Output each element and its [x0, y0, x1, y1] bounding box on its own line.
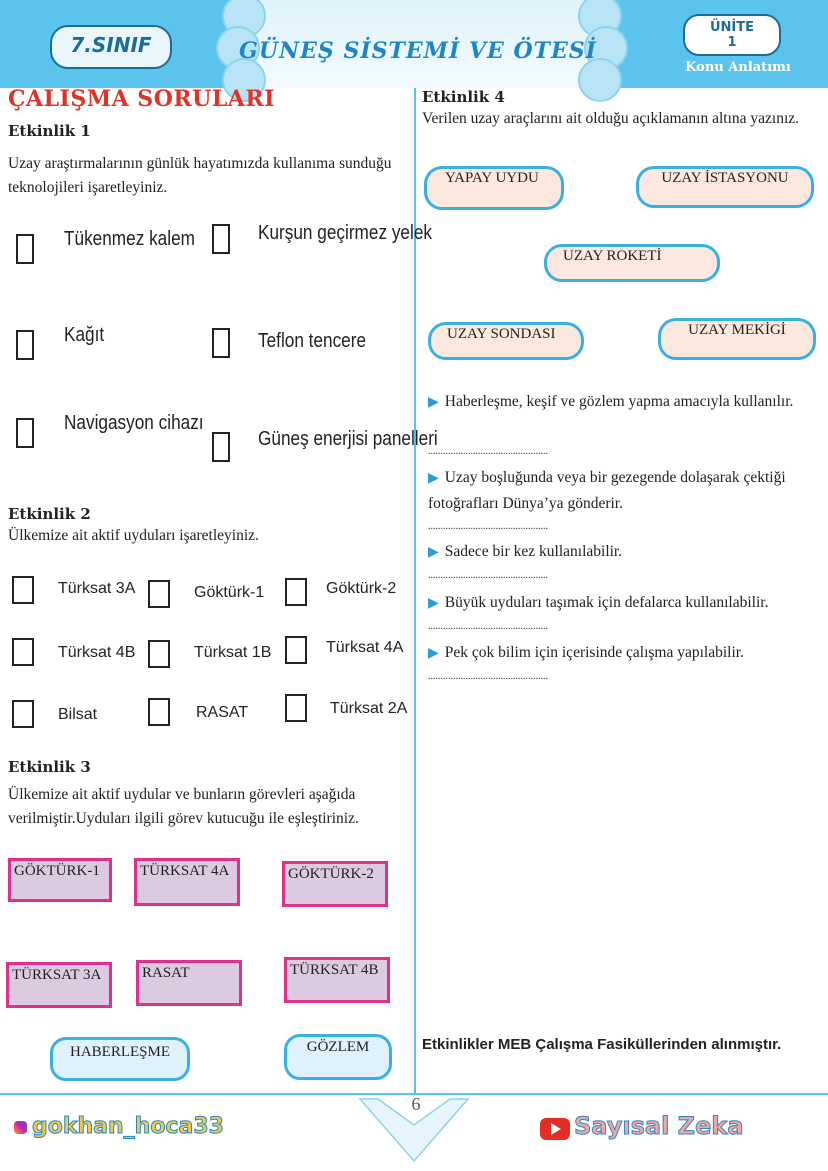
task-box-haberlesme[interactable]: HABERLEŞME [50, 1037, 190, 1081]
source-credit: Etkinlikler MEB Çalışma Fasiküllerinden alınmıştır. [422, 1036, 782, 1053]
activity3-instruction: Ülkemize ait aktif uydular ve bunların görevleri aşağıda verilmiştir.Uyduları ilgili görev kutucuğu ile eşleştiriniz. [8, 786, 359, 827]
unit-badge [683, 14, 781, 56]
option-label: Türksat 4A [326, 639, 404, 656]
answer-line[interactable]: ................................................ [428, 446, 548, 457]
arrow-bullet-icon: ▶ [428, 471, 439, 486]
checkbox[interactable] [212, 224, 230, 254]
checkbox[interactable] [148, 698, 170, 726]
section-label: Konu Anlatımı [685, 60, 791, 75]
worksheet-title: ÇALIŞMA SORULARI [8, 86, 275, 112]
page-number: 6 [411, 1094, 421, 1114]
checkbox[interactable] [16, 418, 34, 448]
checkbox[interactable] [148, 640, 170, 668]
statement-item [428, 465, 820, 516]
instagram-handle[interactable]: gokhan_hoca33 [32, 1114, 224, 1139]
statement-item [428, 640, 820, 666]
activity3-title: Etkinlik 3 [8, 758, 91, 776]
statement-text: Sadece bir kez kullanılabilir. [444, 543, 623, 560]
option-label: Türksat 2A [330, 700, 408, 717]
option-label: Güneş enerjisi panelleri [258, 428, 438, 450]
option-label: Göktürk-1 [194, 584, 265, 601]
option-label: Navigasyon cihazı [64, 412, 204, 434]
activity4-instruction: Verilen uzay araçlarını ait olduğu açıklamanın altına yazınız. [422, 110, 800, 127]
option-label: Teflon tencere [258, 330, 367, 352]
statement-text: Haberleşme, keşif ve gözlem yapma amacıyla kullanılır. [444, 393, 794, 410]
arrow-bullet-icon: ▶ [428, 596, 439, 611]
option-label: Kurşun geçirmez yelek [258, 222, 432, 244]
activity2-title: Etkinlik 2 [8, 505, 91, 523]
checkbox[interactable] [148, 580, 170, 608]
decorative-bubble [578, 58, 622, 102]
checkbox[interactable] [212, 328, 230, 358]
checkbox[interactable] [285, 578, 307, 606]
option-label: Türksat 1B [194, 644, 272, 661]
option-label: Türksat 3A [58, 580, 136, 597]
satellite-box[interactable]: GÖKTÜRK-1 [8, 858, 112, 902]
statement-item [428, 590, 820, 616]
satellite-box[interactable]: TÜRKSAT 3A [6, 962, 112, 1008]
answer-line[interactable]: ................................................ [428, 570, 548, 581]
vehicle-yapay-uydu[interactable]: YAPAY UYDU [424, 166, 564, 210]
unit-label: ÜNİTE [709, 20, 755, 35]
option-label: Türksat 4B [58, 644, 136, 661]
satellite-box[interactable]: GÖKTÜRK-2 [282, 861, 388, 907]
arrow-bullet-icon: ▶ [428, 395, 439, 410]
activity2-instruction: Ülkemize ait aktif uyduları işaretleyiniz. [8, 527, 259, 544]
answer-line[interactable]: ................................................ [428, 621, 548, 632]
page-title: GÜNEŞ SİSTEMİ VE ÖTESİ [239, 38, 597, 64]
checkbox[interactable] [16, 234, 34, 264]
checkbox[interactable] [16, 330, 34, 360]
checkbox[interactable] [12, 700, 34, 728]
vehicle-uzay-roketi[interactable]: UZAY ROKETİ [544, 244, 720, 282]
vehicle-uzay-istasyonu[interactable]: UZAY İSTASYONU [636, 166, 814, 208]
statement-item [428, 389, 820, 415]
statement-text: Uzay boşluğunda veya bir gezegende dolaşarak çektiği fotoğrafları Dünya’ya gönderir. [428, 469, 786, 512]
arrow-bullet-icon: ▶ [428, 646, 439, 661]
checkbox[interactable] [212, 432, 230, 462]
statement-item [428, 539, 820, 565]
activity1-instruction: Uzay araştırmalarının günlük hayatımızda kullanıma sunduğu teknolojileri işaretleyiniz. [8, 155, 392, 196]
checkbox[interactable] [12, 638, 34, 666]
activity4-title: Etkinlik 4 [422, 88, 505, 106]
option-label: Kağıt [64, 324, 105, 346]
youtube-channel[interactable]: Sayısal Zeka [574, 1112, 744, 1140]
option-label: Göktürk-2 [326, 580, 397, 597]
answer-line[interactable]: ................................................ [428, 521, 548, 532]
activity1-title: Etkinlik 1 [8, 122, 91, 140]
answer-line[interactable]: ................................................ [428, 671, 548, 682]
satellite-box[interactable]: RASAT [136, 960, 242, 1006]
option-label: Tükenmez kalem [64, 228, 195, 250]
checkbox[interactable] [285, 636, 307, 664]
statement-text: Pek çok bilim için içerisinde çalışma yapılabilir. [444, 644, 744, 661]
vehicle-uzay-mekigi[interactable]: UZAY MEKİGİ [658, 318, 816, 360]
vehicle-uzay-sondasi[interactable]: UZAY SONDASI [428, 322, 584, 360]
arrow-bullet-icon: ▶ [428, 545, 439, 560]
play-icon [551, 1123, 561, 1135]
option-label: RASAT [196, 704, 249, 721]
grade-badge: 7.SINIF [50, 25, 172, 69]
instagram-icon [14, 1121, 27, 1134]
satellite-box[interactable]: TÜRKSAT 4A [134, 858, 240, 906]
unit-number: 1 [727, 35, 737, 50]
checkbox[interactable] [12, 576, 34, 604]
option-label: Bilsat [58, 706, 98, 723]
checkbox[interactable] [285, 694, 307, 722]
task-box-gozlem[interactable]: GÖZLEM [284, 1034, 392, 1080]
satellite-box[interactable]: TÜRKSAT 4B [284, 957, 390, 1003]
statement-text: Büyük uyduları taşımak için defalarca kullanılabilir. [444, 594, 769, 611]
